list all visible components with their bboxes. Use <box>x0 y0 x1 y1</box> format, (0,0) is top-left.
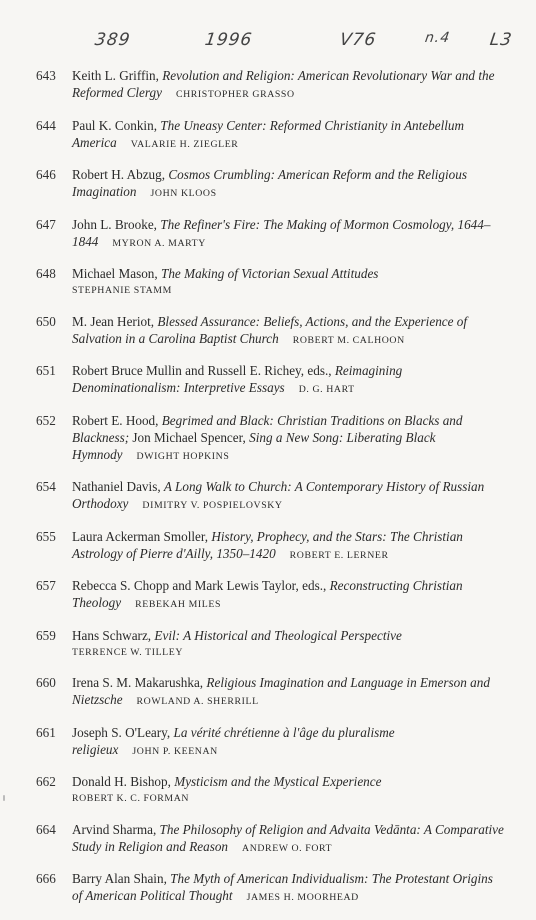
book-title: The Uneasy Center: Reformed Christianity in Antebellum America <box>72 117 465 150</box>
handwritten-page-number: 389 <box>93 30 132 50</box>
page-number: 652 <box>36 412 56 428</box>
book-title: The Philosophy of Religion and Advaita Vedānta: A Comparative Study in Religion and Reason <box>72 821 504 854</box>
entry-text <box>72 216 506 252</box>
book-author: Arvind Sharma, <box>72 821 160 837</box>
review-entry <box>36 362 506 398</box>
entry-text <box>72 821 506 857</box>
review-entry <box>36 577 506 613</box>
book-author: John L. Brooke, <box>72 216 161 232</box>
book-author: Keith L. Griffin, <box>72 68 163 83</box>
book-title: Reconstructing Christian Theology <box>72 578 463 610</box>
book-title: The Myth of American Individualism: The Protestant Origins of American Political Thought <box>72 871 493 903</box>
book-author: Hans Schwarz, <box>72 627 155 643</box>
book-author: Nathaniel Davis, <box>72 479 164 494</box>
entry-text <box>72 724 506 760</box>
reviewer-name: JOHN P. KEENAN <box>132 745 218 757</box>
reviewer-name: VALARIE H. ZIEGLER <box>130 138 239 150</box>
book-title: Cosmos Crumbling: American Reform and the Religious Imagination <box>72 167 468 199</box>
page-number: 647 <box>36 216 56 232</box>
handwritten-issue: n.4 <box>423 30 452 46</box>
book-title: Mysticism and the Mystical Experience <box>174 774 382 789</box>
reviewer-name: CHRISTOPHER GRASSO <box>175 89 295 100</box>
reviewer-name: JOHN KLOOS <box>150 188 217 199</box>
review-list <box>36 67 506 920</box>
review-entry <box>36 478 506 514</box>
reviewer-name: JAMES H. MOORHEAD <box>246 892 359 903</box>
review-entry <box>36 412 506 465</box>
reviewer-name: ROBERT K. C. FORMAN <box>72 793 190 804</box>
book-author: M. Jean Heriot, <box>72 313 158 329</box>
page-number: 657 <box>36 578 56 593</box>
reviewer-name: MYRON A. MARTY <box>112 237 206 249</box>
book-title: History, Prophecy, and the Stars: The Christian Astrology of Pierre d'Ailly, 1350–1420 <box>72 528 463 561</box>
page-number: 659 <box>36 627 56 643</box>
review-entry <box>36 821 506 857</box>
book-title: Reimagining Denominationalism: Interpretive Essays <box>72 363 403 395</box>
page-number: 661 <box>36 724 56 740</box>
handwritten-annotation <box>0 30 536 60</box>
entry-text <box>72 412 506 465</box>
review-entry <box>36 117 506 153</box>
reviewer-name: STEPHANIE STAMM <box>72 285 172 296</box>
page-number: 648 <box>36 266 56 281</box>
book-author: Michael Mason, <box>72 266 161 281</box>
review-entry <box>36 674 506 710</box>
page-number: 644 <box>36 117 56 133</box>
review-entry <box>36 166 506 202</box>
scan-mark <box>3 795 5 801</box>
book-author: Rebecca S. Chopp and Mark Lewis Taylor, eds., <box>72 578 330 593</box>
book-title: The Making of Victorian Sexual Attitudes <box>161 266 379 281</box>
review-entry <box>36 216 506 252</box>
reviewer-name: DIMITRY V. POSPIELOVSKY <box>142 500 283 511</box>
page-number: 650 <box>36 313 56 329</box>
reviewer-name: ROBERT M. CALHOON <box>292 334 405 346</box>
review-entry <box>36 313 506 349</box>
reviewer-name: D. G. HART <box>298 384 355 395</box>
entry-text <box>72 362 506 398</box>
entry-text <box>72 773 506 807</box>
entry-text <box>72 627 506 661</box>
book-title: Revolution and Religion: American Revolutionary War and the Reformed Clergy <box>72 68 495 100</box>
review-entry <box>36 627 506 661</box>
book-title: Evil: A Historical and Theological Perspective <box>154 627 402 643</box>
book-title: Blessed Assurance: Beliefs, Actions, and the Experience of Salvation in a Carolina Baptist Church <box>72 313 468 346</box>
entry-text <box>72 674 506 710</box>
page-number: 654 <box>36 479 56 494</box>
book-author: Barry Alan Shain, <box>72 871 171 886</box>
reviewer-name: ROWLAND A. SHERRILL <box>136 696 259 707</box>
handwritten-code: L3 <box>488 30 514 50</box>
book-title-second: Sing a New Song: Liberating Black Hymnody <box>72 429 436 462</box>
reviewer-name: ROBERT E. LERNER <box>289 549 389 561</box>
book-title: A Long Walk to Church: A Contemporary History of Russian Orthodoxy <box>72 479 485 511</box>
reviewer-name: ANDREW O. FORT <box>242 842 333 854</box>
book-author: Robert E. Hood, <box>72 412 162 428</box>
entry-text <box>72 478 506 514</box>
entry-text <box>72 265 506 299</box>
reviewer-name: DWIGHT HOPKINS <box>136 450 230 462</box>
review-entry <box>36 773 506 807</box>
reviewer-name: REBEKAH MILES <box>135 599 221 610</box>
book-author: Robert H. Abzug, <box>72 167 169 182</box>
book-title: The Refiner's Fire: The Making of Mormon Cosmology, 1644–1844 <box>72 216 491 249</box>
entry-text <box>72 117 506 153</box>
book-author-second: Jon Michael Spencer, <box>129 429 250 445</box>
entry-text <box>72 870 506 906</box>
page-number: 643 <box>36 68 56 83</box>
page-number: 655 <box>36 528 56 544</box>
entry-text <box>72 577 506 613</box>
book-author: Robert Bruce Mullin and Russell E. Richey, eds., <box>72 363 335 378</box>
page-number: 660 <box>36 675 56 690</box>
review-entry <box>36 870 506 906</box>
page-number: 662 <box>36 774 56 789</box>
book-title: Religious Imagination and Language in Emerson and Nietzsche <box>72 675 490 707</box>
handwritten-year: 1996 <box>203 30 254 50</box>
page-number: 646 <box>36 167 56 182</box>
book-author: Donald H. Bishop, <box>72 774 175 789</box>
book-title: La vérité chrétienne à l'âge du pluralisme religieux <box>72 724 395 757</box>
page-number: 651 <box>36 363 56 378</box>
entry-text <box>72 528 506 564</box>
book-author: Irena S. M. Makarushka, <box>72 675 207 690</box>
handwritten-volume: V76 <box>338 30 378 50</box>
entry-text <box>72 67 506 103</box>
page-number: 666 <box>36 871 56 886</box>
review-entry <box>36 528 506 564</box>
book-title: Begrimed and Black: Christian Traditions on Blacks and Blackness; <box>72 412 463 445</box>
review-entry <box>36 265 506 299</box>
book-author: Paul K. Conkin, <box>72 117 161 133</box>
entry-text <box>72 166 506 202</box>
book-author: Laura Ackerman Smoller, <box>72 528 212 544</box>
book-author: Joseph S. O'Leary, <box>72 724 174 740</box>
entry-text <box>72 313 506 349</box>
review-entry <box>36 724 506 760</box>
review-entry <box>36 67 506 103</box>
page-number: 664 <box>36 821 56 837</box>
reviewer-name: TERRENCE W. TILLEY <box>72 646 184 658</box>
